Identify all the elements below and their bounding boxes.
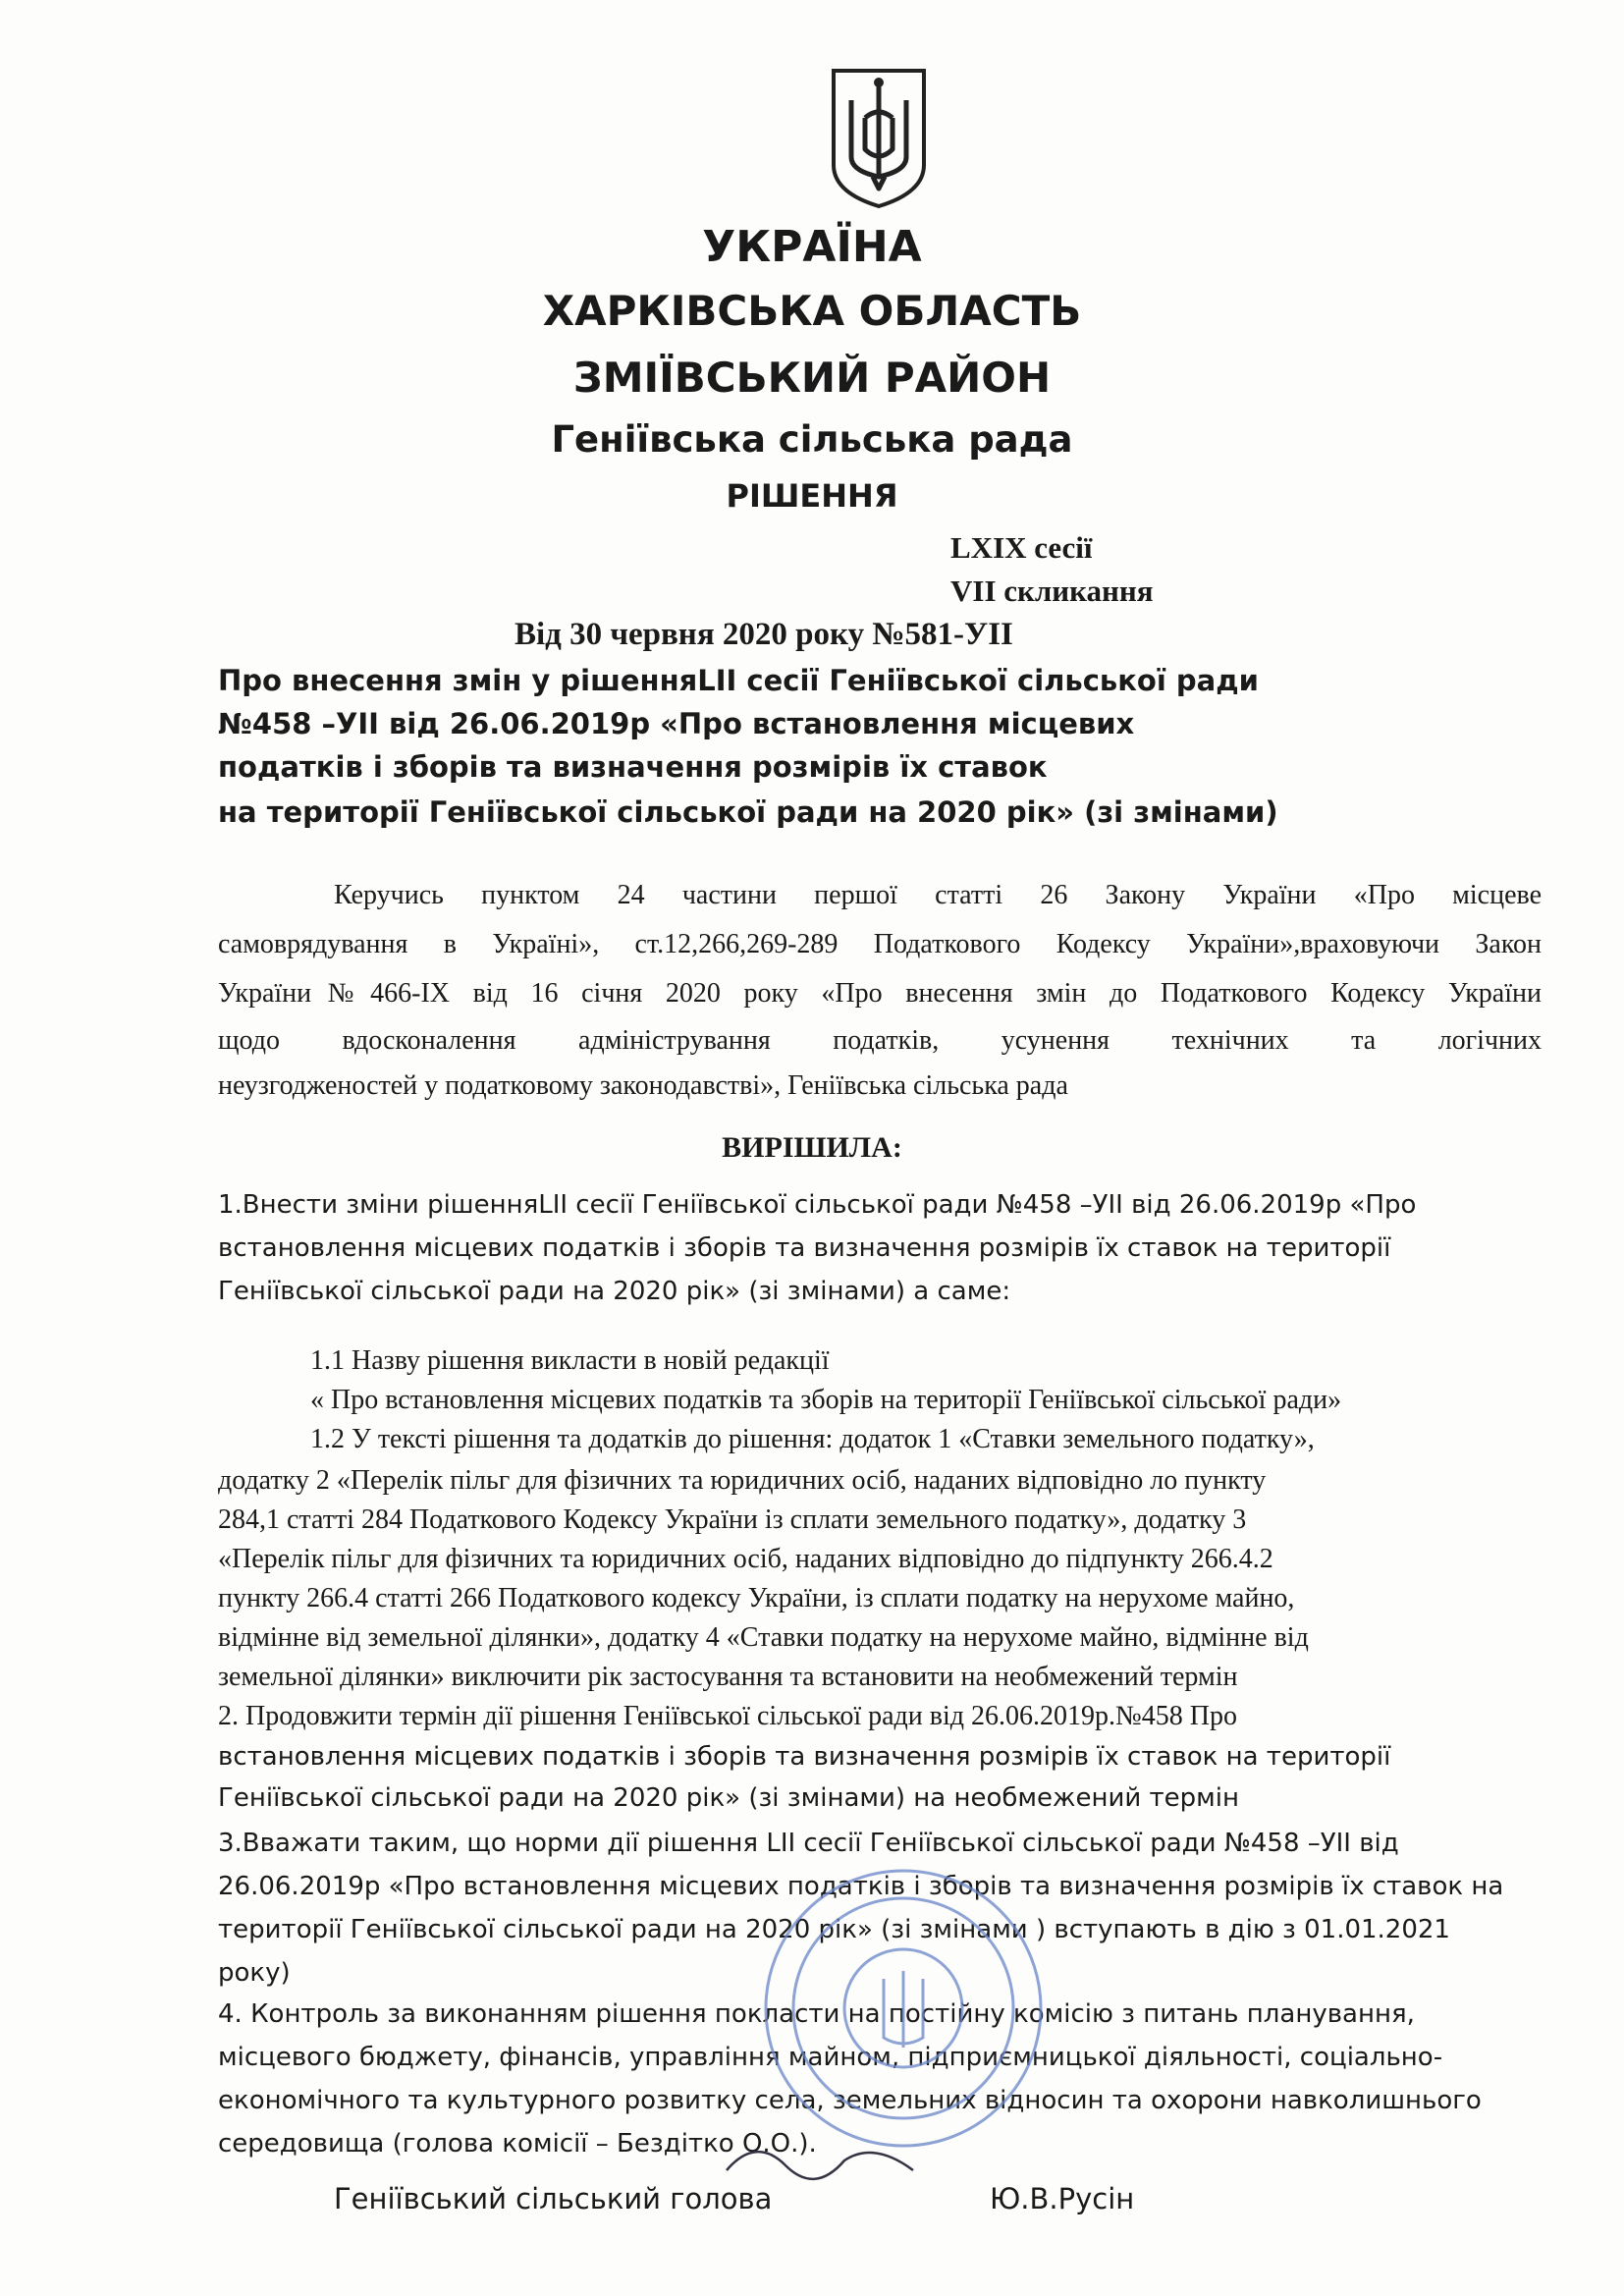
item-line: місцевого бюджету, фінансів, управління майном, підприємницької діяльності, соціально- [218,2043,1443,2072]
coat-of-arms-icon [830,67,928,210]
subitem-line: 284,1 статті 284 Податкового Кодексу України із сплати земельного податку», додатку 3 [218,1504,1247,1535]
resolved-heading: ВИРІШИЛА: [722,1131,902,1164]
decision-title-line: на території Геніївської сільської ради на 2020 рік» (зі змінами) [218,795,1278,829]
heading-region: ХАРКІВСЬКА ОБЛАСТЬ [542,287,1082,335]
heading-country: УКРАЇНА [702,222,922,272]
item-line: території Геніївської сільської ради на 2020 рік» (зі змінами ) вступають в дію з 01.01.2021 [218,1915,1450,1944]
item-line: Геніївської сільської ради на 2020 рік» (зі змінами) на необмежений термін [218,1783,1239,1813]
preamble-line: самоврядування в Україні», ст.12,266,269-289 Податкового Кодексу України»,враховуючи Закон [218,929,1542,959]
subitem-line: пункту 266.4 статті 266 Податкового кодексу України, із сплати податку на нерухоме майно, [218,1583,1295,1613]
item-line: Геніївської сільської ради на 2020 рік» (зі змінами) а саме: [218,1277,1011,1306]
signature-title: Геніївський сільський голова [334,2182,773,2215]
item-line: середовища (голова комісії – Бездітко О.О.). [218,2129,817,2159]
subitem-line: 1.1 Назву рішення викласти в новій редакції [310,1345,830,1376]
convocation: VII скликання [950,574,1154,608]
subitem-line: «Перелік пільг для фізичних та юридичних осіб, наданих відповідно до підпункту 266.4.2 [218,1544,1273,1574]
decision-title-line: №458 –УІІ від 26.06.2019р «Про встановлення місцевих [218,707,1135,740]
subitem-line: 1.2 У тексті рішення та додатків до рішення: додаток 1 «Ставки земельного податку», [310,1424,1315,1454]
signature-name: Ю.В.Русін [990,2182,1135,2215]
preamble-line: щодо вдосконалення адміністрування податків, усунення технічних та логічних [218,1025,1542,1056]
item-line: року) [218,1958,291,1988]
decision-date-number: Від 30 червня 2020 року №581-УІІ [514,617,1013,652]
decision-title-line: Про внесення змін у рішенняLІІ сесії Геніївської сільської ради [218,664,1259,697]
item-line: 3.Вважати таким, що норми дії рішення LІІ сесії Геніївської сільської ради №458 –УІІ від [218,1829,1399,1858]
subitem-line: додатку 2 «Перелік пільг для фізичних та юридичних осіб, наданих відповідно ло пункту [218,1465,1267,1496]
subitem-line: відмінне від земельної ділянки», додатку 4 «Ставки податку на нерухоме майно, відмінне від [218,1622,1309,1653]
subitem-line: « Про встановлення місцевих податків та зборів на території Геніївської сільської ради» [310,1385,1342,1415]
official-seal-icon [756,1861,1051,2156]
heading-council: Геніївська сільська рада [551,418,1073,461]
handwritten-signature-icon [717,2131,943,2190]
item-line: 26.06.2019р «Про встановлення місцевих податків і зборів та визначення розмірів їх ставок на [218,1872,1504,1901]
preamble-line: неузгодженостей у податковому законодавстві», Геніївська сільська рада [218,1070,1068,1101]
item-line: встановлення місцевих податків і зборів та визначення розмірів їх ставок на території [218,1742,1391,1772]
decision-title-line: податків і зборів та визначення розмірів їх ставок [218,750,1048,784]
preamble-line: України№466-IX від 16 січня 2020 року «Про внесення змін до Податкового Кодексу України [218,978,1542,1009]
heading-district: ЗМІЇВСЬКИЙ РАЙОН [572,354,1052,402]
preamble-line: Керучись пунктом 24 частини першої статті 26 Закону України «Про місцеве [334,880,1542,910]
item-line: 4. Контроль за виконанням рішення покласти на постійну комісію з питань планування, [218,1999,1415,2029]
item-line: встановлення місцевих податків і зборів та визначення розмірів їх ставок на території [218,1233,1391,1263]
session-number: LXIX сесії [950,530,1093,565]
heading-decision: РІШЕННЯ [726,477,898,515]
item-line: 2. Продовжити термін дії рішення Геніївської сільської ради від 26.06.2019р.№458 Про [218,1701,1237,1731]
item-line: 1.Внести зміни рішенняLІІ сесії Геніївської сільської ради №458 –УІІ від 26.06.2019р «Про [218,1190,1417,1220]
subitem-line: земельної ділянки» виключити рік застосування та встановити на необмежений термін [218,1662,1238,1692]
item-line: економічного та культурного розвитку села, земельних відносин та охорони навколишнього [218,2086,1482,2115]
